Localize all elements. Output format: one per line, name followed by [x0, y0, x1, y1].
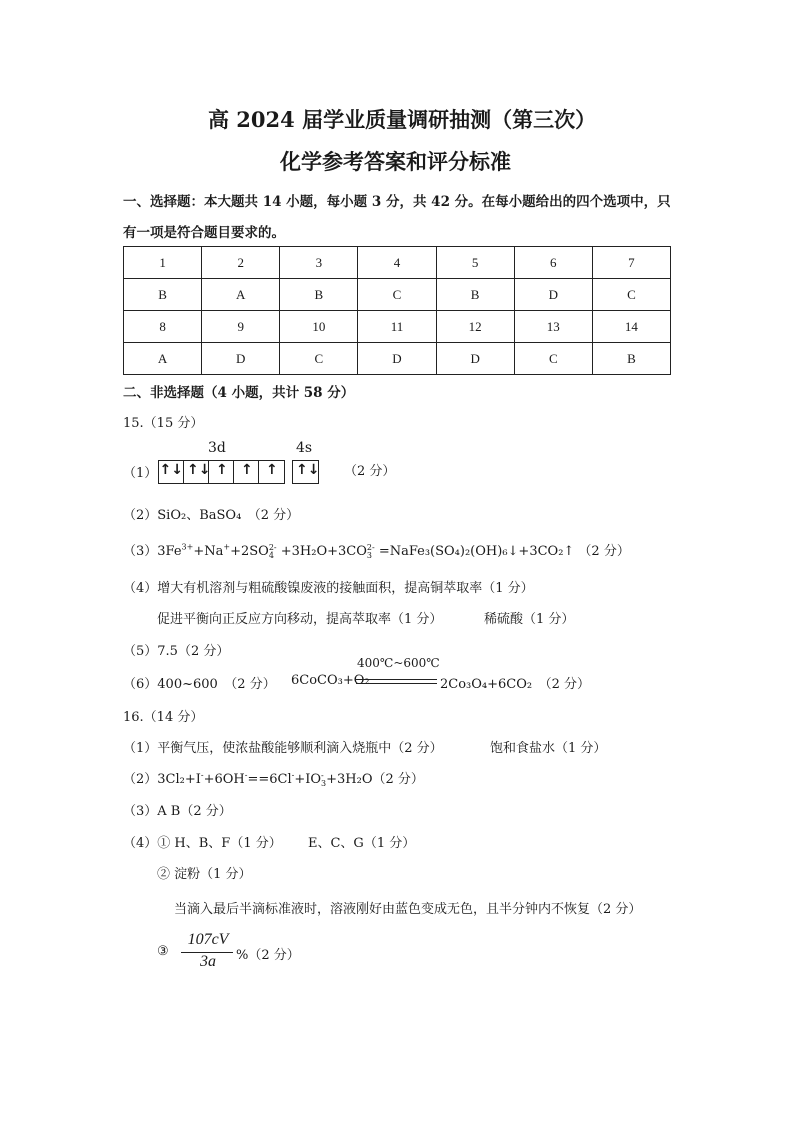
q15-p2: （2）SiO₂、BaSO₄ （2 分） — [123, 508, 300, 523]
arrow-up-down-icon: ↑↓ — [296, 462, 320, 478]
q15-p4-line1: （4）增大有机溶剂与粗硫酸镍废液的接触面积，提高铜萃取率（1 分） — [123, 581, 534, 596]
q16-p4-c: ② 淀粉（1 分） — [157, 867, 252, 882]
text-run: +IO — [294, 772, 322, 787]
q16-p4-b: E、C、G（1 分） — [308, 836, 416, 851]
text-run: +3H₂O+3CO — [276, 544, 367, 559]
table-cell: 9 — [202, 311, 280, 343]
table-cell: 6 — [514, 247, 592, 279]
table-cell: 5 — [436, 247, 514, 279]
table-cell: 7 — [592, 247, 670, 279]
arrow-up-down-icon: ↑↓ — [159, 462, 183, 478]
orbital-cell — [258, 461, 284, 483]
text-run: ==6Cl — [247, 772, 292, 787]
table-cell: 11 — [358, 311, 436, 343]
fraction-numerator: 107cV — [187, 931, 229, 948]
table-cell: 13 — [514, 311, 592, 343]
ion-charge — [367, 544, 375, 560]
q15-p1-label: （1） — [123, 466, 158, 481]
table-cell: 14 — [592, 311, 670, 343]
table-cell: B — [592, 343, 670, 375]
subscript: 4 — [268, 550, 274, 560]
table-cell: 1 — [124, 247, 202, 279]
arrow-up-icon: ↑ — [216, 462, 228, 478]
table-cell: B — [280, 279, 358, 311]
table-cell: C — [592, 279, 670, 311]
equation-line — [356, 683, 437, 684]
table-row — [124, 247, 671, 279]
q15-heading: 15.（15 分） — [123, 416, 204, 431]
q15-p3 — [123, 540, 630, 560]
text-run: +Na — [193, 544, 224, 559]
superscript: - — [244, 770, 248, 780]
arrow-up-icon: ↑ — [266, 462, 278, 478]
q15-p6-right: 2Co₃O₄+6CO₂ （2 分） — [440, 677, 591, 692]
q16-p2 — [123, 768, 424, 788]
orbital-diagram-4s — [292, 460, 319, 484]
table-row — [124, 343, 671, 375]
circled-three: ③ — [157, 944, 169, 959]
q15-p6-left: 6CoCO₃+O₂ — [291, 673, 370, 688]
superscript: 3+ — [181, 542, 194, 552]
q15-p4-line2a: 促进平衡向正反应方向移动，提高萃取率（1 分） — [157, 612, 443, 627]
table-row — [124, 311, 671, 343]
table-cell: D — [436, 343, 514, 375]
table-cell: B — [124, 279, 202, 311]
table-cell: C — [358, 279, 436, 311]
ion-charge — [269, 544, 277, 560]
table-cell: 2 — [202, 247, 280, 279]
text-run: +2SO — [230, 544, 269, 559]
section1-line2: 有一项是符合题目要求的。 — [123, 225, 285, 241]
table-cell: A — [124, 343, 202, 375]
q16-heading: 16.（14 分） — [123, 710, 204, 725]
table-row — [124, 279, 671, 311]
orbital-cell — [183, 461, 209, 483]
q16-p4-e-tail: %（2 分） — [236, 948, 300, 963]
table-cell: C — [280, 343, 358, 375]
text-run: +3H₂O（2 分） — [326, 772, 424, 787]
q16-p1a: （1）平衡气压，使浓盐酸能够顺利滴入烧瓶中（2 分） — [123, 741, 443, 756]
orbital-cell — [208, 461, 234, 483]
page-title: 高 2024 届学业质量调研抽测（第三次） — [208, 107, 597, 132]
arrow-up-down-icon: ↑↓ — [187, 462, 211, 478]
text-run: +6OH — [203, 772, 245, 787]
superscript: 2- — [366, 542, 375, 552]
subscript: 3 — [321, 778, 327, 788]
superscript: + — [223, 542, 231, 552]
fraction-denominator: 3a — [200, 953, 216, 970]
q15-p1-score: （2 分） — [344, 464, 396, 479]
text-run: （3）3Fe — [123, 544, 182, 559]
table-cell: 8 — [124, 311, 202, 343]
table-cell: D — [514, 279, 592, 311]
orbital-cell — [158, 461, 183, 483]
table-cell: D — [358, 343, 436, 375]
orbital-cell — [233, 461, 259, 483]
q15-p6-a: （6）400~600 （2 分） — [123, 677, 276, 692]
arrow-up-icon: ↑ — [241, 462, 253, 478]
q15-p5: （5）7.5（2 分） — [123, 644, 230, 659]
label-4s: 4s — [296, 440, 313, 456]
table-cell: 3 — [280, 247, 358, 279]
superscript: - — [321, 770, 324, 780]
orbital-diagram-3d — [158, 460, 285, 484]
equation-line — [356, 679, 437, 680]
table-cell: 4 — [358, 247, 436, 279]
q16-p4-d: 当滴入最后半滴标准液时，溶液刚好由蓝色变成无色，且半分钟内不恢复（2 分） — [174, 902, 642, 917]
q16-p1b: 饱和食盐水（1 分） — [490, 741, 607, 756]
table-cell: B — [436, 279, 514, 311]
table-cell: 10 — [280, 311, 358, 343]
page-subtitle: 化学参考答案和评分标准 — [280, 149, 511, 174]
answer-table — [123, 246, 671, 375]
superscript: 2- — [268, 542, 277, 552]
q16-p3: （3）A B（2 分） — [123, 804, 232, 819]
subscript: 3 — [366, 550, 372, 560]
superscript: - — [291, 770, 295, 780]
superscript: - — [200, 770, 204, 780]
table-cell: A — [202, 279, 280, 311]
label-3d: 3d — [208, 440, 226, 456]
q15-p4-line2b: 稀硫酸（1 分） — [484, 612, 575, 627]
q15-p6-condition: 400℃~600℃ — [357, 656, 440, 670]
table-cell: C — [514, 343, 592, 375]
section1-line1: 一、选择题：本大题共 14 小题，每小题 3 分，共 42 分。在每小题给出的四个选项中，只 — [123, 194, 671, 210]
section2-heading: 二、非选择题（4 小题，共计 58 分） — [123, 385, 355, 401]
table-cell: D — [202, 343, 280, 375]
text-run: =NaFe₃(SO₄)₂(OH)₆↓+3CO₂↑ （2 分） — [374, 544, 630, 559]
text-run: （2）3Cl₂+I — [123, 772, 201, 787]
table-cell: 12 — [436, 311, 514, 343]
q16-p4-a: （4）① H、B、F（1 分） — [123, 836, 282, 851]
